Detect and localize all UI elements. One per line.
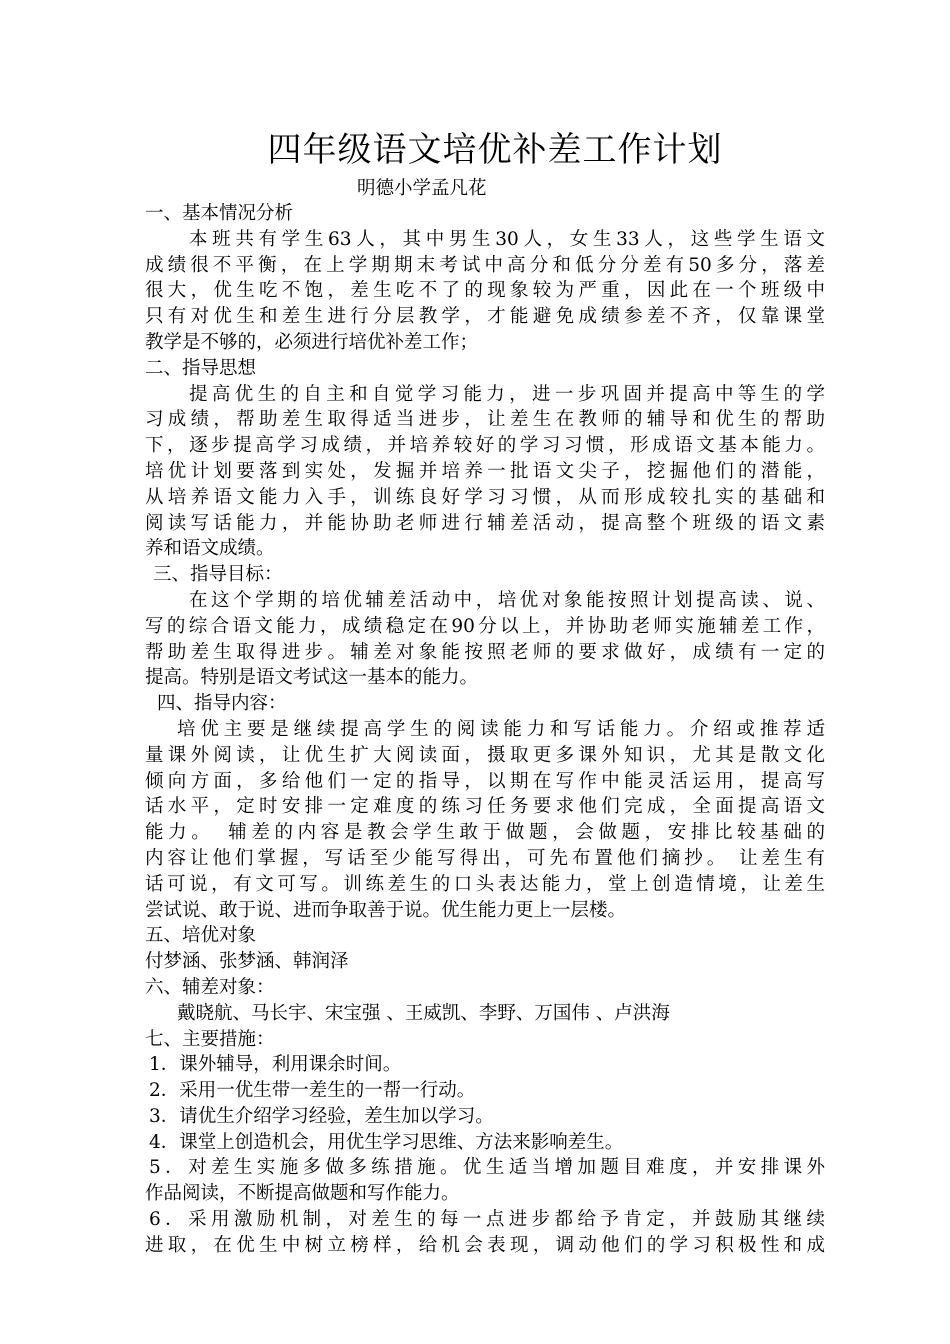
paragraph-line: 培优主要是继续提高学生的阅读能力和写话能力。介绍或推荐适 [177,718,825,740]
paragraph-line: 教学是不够的，必须进行培优补差工作； [145,331,479,353]
paragraph-line: 提高优生的自主和自觉学习能力，进一步巩固并提高中等生的学 [189,383,825,405]
paragraph-line: 培优计划要落到实处，发掘并培养一批语文尖子，挖掘他们的潜能， [145,460,825,482]
paragraph-line: 帮助差生取得进步。辅差对象能按照老师的要求做好，成绩有一定的 [145,641,825,663]
section-heading-5: 五、培优对象 [145,925,257,947]
paragraph-line: 在这个学期的培优辅差活动中，培优对象能按照计划提高读、说、 [189,589,825,611]
author-line: 明德小学孟凡花 [357,178,487,199]
paragraph-line: 下，逐步提高学习成绩，并培养较好的学习习惯，形成语文基本能力。 [145,435,825,457]
paragraph-line: 只有对优生和差生进行分层教学，才能避免成绩参差不齐，仅靠课堂 [145,306,825,328]
document-body [145,201,825,1259]
section-heading-6: 六、辅差对象： [145,976,275,998]
paragraph-line: 很大，优生吃不饱，差生吃不了的现象较为严重，因此在一个班级中 [145,280,825,302]
section-heading-3: 三、指导目标： [153,564,283,586]
measure-item-continued: 进取，在优生中树立榜样，给机会表现，调动他们的学习积极性和成 [145,1234,825,1256]
paragraph-line: 量课外阅读，让优生扩大阅读面，摄取更多课外知识，尤其是散文化 [145,744,825,766]
top-students-list: 付梦涵、张梦涵、韩润泽 [145,951,349,973]
paragraph-line: 本班共有学生63人，其中男生30人，女生33人，这些学生语文 [189,228,825,250]
paragraph-line: 话可说，有文可写。训练差生的口头表达能力，堂上创造情境，让差生 [145,873,825,895]
paragraph-line: 阅读写话能力，并能协助老师进行辅差活动，提高整个班级的语文素 [145,512,825,534]
paragraph-line: 倾向方面，多给他们一定的指导，以期在写作中能灵活运用，提高写 [145,770,825,792]
paragraph-line: 成绩很不平衡，在上学期期末考试中高分和低分分差有50多分，落差 [145,254,825,276]
measure-item: 2．采用一优生带一差生的一帮一行动。 [149,1080,476,1102]
section-heading-4: 四、指导内容： [157,693,287,715]
paragraph-line: 内容让他们掌握，写话至少能写得出，可先布置他们摘抄。 让差生有 [145,847,825,869]
paragraph-line: 提高。特别是语文考试这一基本的能力。 [145,667,479,689]
paragraph-line: 从培养语文能力入手，训练良好学习习惯，从而形成较扎实的基础和 [145,486,825,508]
measure-item: 4．课堂上创造机会，用优生学习思维、方法来影响差生。 [149,1131,624,1153]
measure-item: 6．采用激励机制，对差生的每一点进步都给予肯定，并鼓励其继续 [149,1209,825,1231]
section-heading-2: 二、指导思想 [145,357,257,379]
paragraph-line: 话水平，定时安排一定难度的练习任务要求他们完成，全面提高语文 [145,796,825,818]
measure-item: 5．对差生实施多做多练措施。优生适当增加题目难度，并安排课外 [149,1157,825,1179]
measure-item: 1．课外辅导，利用课余时间。 [149,1054,402,1076]
paragraph-line: 养和语文成绩。 [145,538,275,560]
section-heading-7: 七、主要措施： [145,1028,275,1050]
measure-item: 3．请优生介绍学习经验，差生加以学习。 [149,1105,494,1127]
page-title: 四年级语文培优补差工作计划 [267,130,723,170]
paragraph-line: 尝试说、敢于说、进而争取善于说。优生能力更上一层楼。 [145,899,627,921]
paragraph-line: 能力。 辅差的内容是教会学生敢于做题，会做题，安排比较基础的 [145,822,825,844]
paragraph-line: 写的综合语文能力，成绩稳定在90分以上，并协助老师实施辅差工作， [145,615,825,637]
paragraph-line: 习成绩，帮助差生取得适当进步，让差生在教师的辅导和优生的帮助 [145,409,825,431]
struggling-students-list: 戴晓航、马长宇、宋宝强 、王威凯、李野、万国伟 、卢洪海 [177,1002,670,1024]
section-heading-1: 一、基本情况分析 [145,203,294,224]
measure-item-continued: 作品阅读，不断提高做题和写作能力。 [145,1183,460,1205]
